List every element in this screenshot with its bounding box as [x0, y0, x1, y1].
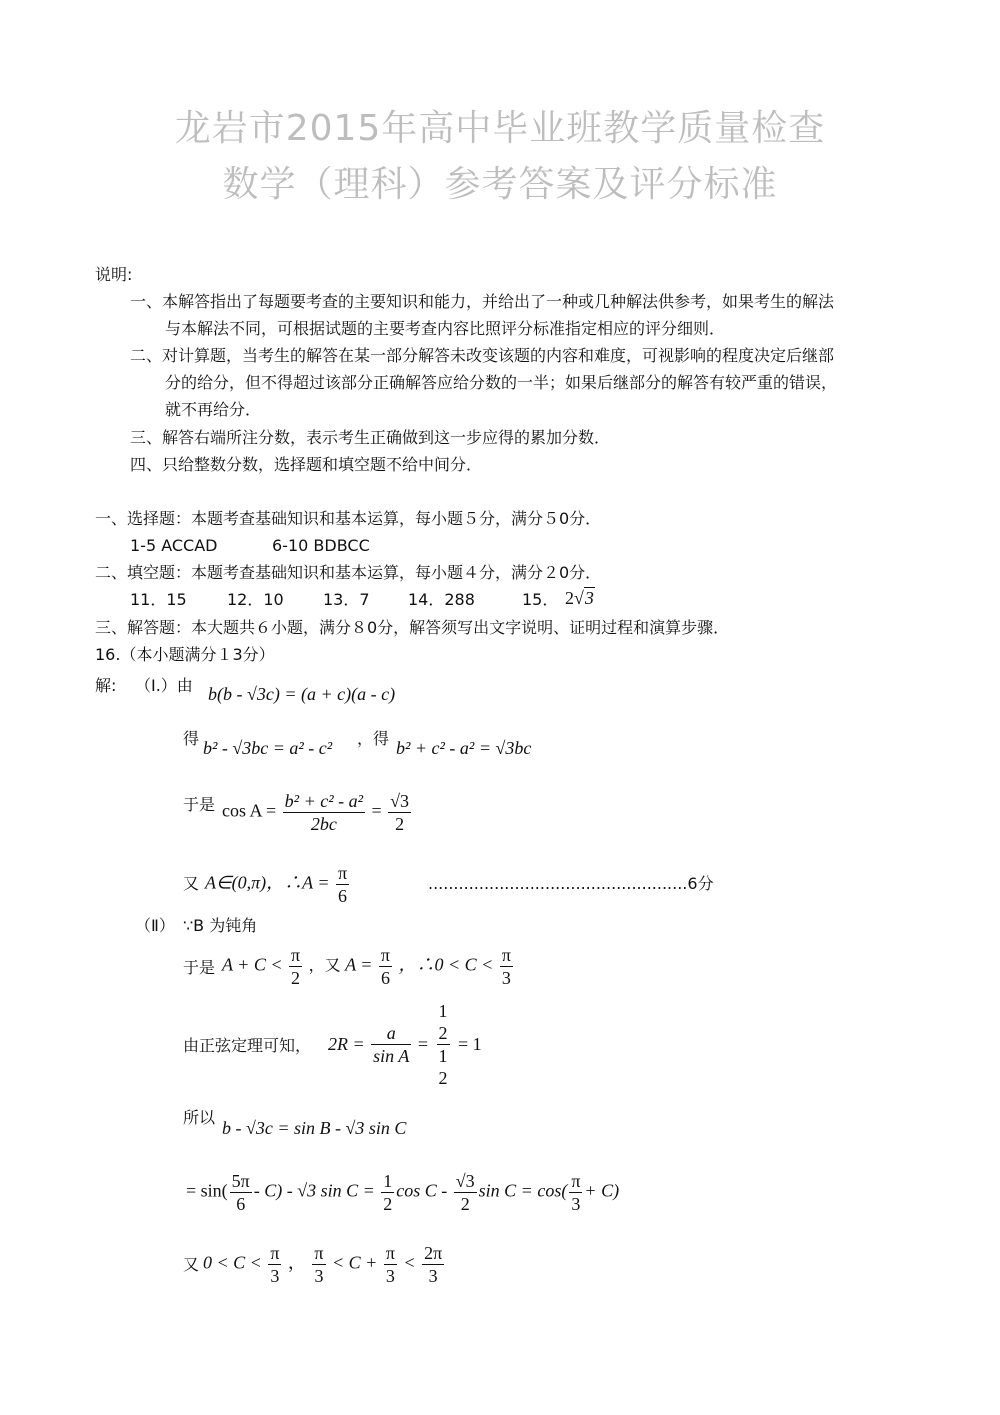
fill-heading: 二、填空题：本题考查基础知识和基本运算，每小题４分，满分２0分．	[95, 563, 602, 582]
choice-heading: 一、选择题：本题考查基础知识和基本运算，每小题５分，满分５0分．	[95, 509, 602, 528]
note-item-1: 一、本解答指出了每题要考查的主要知识和能力，并给出了一种或几种解法供参考，如果考生的解法	[130, 292, 835, 311]
fill-answer-11: 11．15	[130, 590, 187, 609]
note-item-4: 四、只给整数分数，选择题和填空题不给中间分．	[130, 455, 483, 474]
text-suoyi: 所以	[183, 1108, 216, 1127]
part2-premise: ∵B 为钝角	[183, 916, 258, 935]
fill-answer-13: 13．7	[323, 590, 370, 609]
fill-answer-14: 14．288	[408, 590, 475, 609]
eq-2R: 2R = $\frac{a}{\text{sin A}}$ = 1 2 1 2 = 1	[328, 1001, 482, 1088]
fill-answer-15: 15．	[522, 590, 559, 609]
note-item-1-cont: 与本解法不同，可根据试题的主要考查内容比照评分标准指定相应的评分细则．	[165, 319, 726, 338]
text-you: 又	[183, 874, 200, 893]
sine-law-text: 由正弦定理可知，	[183, 1036, 312, 1055]
doc-title-line2: 数学（理科）参考答案及评分标准	[222, 164, 778, 205]
q16-heading: 16.（本小题满分１3分）	[95, 645, 275, 664]
eq-cosA: cos A = $\frac{\text{b² + c² - a²}}{2bc}$ = $\frac{√3}{2}$	[222, 791, 410, 834]
text-de2: ，得	[357, 729, 390, 748]
text-you2: 又	[183, 1255, 200, 1274]
score-6: ...................................................6分	[428, 874, 714, 893]
notes-heading: 说明:	[95, 265, 133, 284]
note-item-3: 三、解答右端所注分数，表示考生正确做到这一步应得的累加分数．	[130, 428, 611, 447]
text-yushi: 于是	[183, 795, 216, 814]
solution-label: 解:	[95, 676, 117, 695]
note-item-2-cont2: 就不再给分．	[165, 400, 262, 419]
note-item-2: 二、对计算题，当考生的解答在某一部分解答未改变该题的内容和难度，可视影响的程度决定后继部	[130, 346, 835, 365]
part2-label: （Ⅱ）	[135, 916, 175, 935]
eq-angle-range: A + C < $\frac{\pi}{2}$ ，又 A = $\frac{\pi}{6}$ ，∴0 < C < $\frac{\pi}{3}$	[222, 945, 511, 988]
eq-expand: b² - √3bc = a² - c²	[203, 738, 333, 758]
choice-answers-1: 1-5 ACCAD	[130, 536, 218, 555]
solve-heading: 三、解答题：本大题共６小题，满分８0分，解答须写出文字说明、证明过程和演算步骤．	[95, 618, 730, 637]
eq-A-value: A∈(0,π)，∴A = $\frac{\pi}{6}$	[205, 863, 348, 906]
text-yushi2: 于是	[183, 958, 216, 977]
eq-C-range: 0 < C < $\frac{\pi}{3}$ ， $\frac{\pi}{3}$ < C + $\frac{\pi}{3}$ < $\frac{2\pi}{3}$	[203, 1243, 443, 1286]
eq-rearrange: b² + c² - a² = √3bc	[396, 738, 532, 758]
note-item-2-cont: 分的给分，但不得超过该部分正确解答应给分数的一半；如果后继部分的解答有较严重的错误，	[165, 373, 838, 392]
fill-answer-15-value: 2√3	[565, 588, 594, 608]
part1-label: （Ⅰ.）由	[135, 676, 193, 695]
eq-given: b(b - √3c) = (a + c)(a - c)	[208, 684, 396, 704]
doc-title-line1: 龙岩市2015年高中毕业班教学质量检查	[174, 108, 826, 149]
fill-answer-12: 12．10	[227, 590, 284, 609]
choice-answers-2: 6-10 BDBCC	[272, 536, 370, 555]
text-de: 得	[183, 729, 200, 748]
eq-transform: = sin( $\frac{5\pi}{6}$ - C) - √3 sin C = $\frac{1}{2}$ cos C - $\frac{√3}{2}$ sin C = cos( $\frac{\pi}{3}$ + C)	[186, 1171, 620, 1214]
eq-b-expr: b - √3c = sin B - √3 sin C	[222, 1118, 407, 1138]
